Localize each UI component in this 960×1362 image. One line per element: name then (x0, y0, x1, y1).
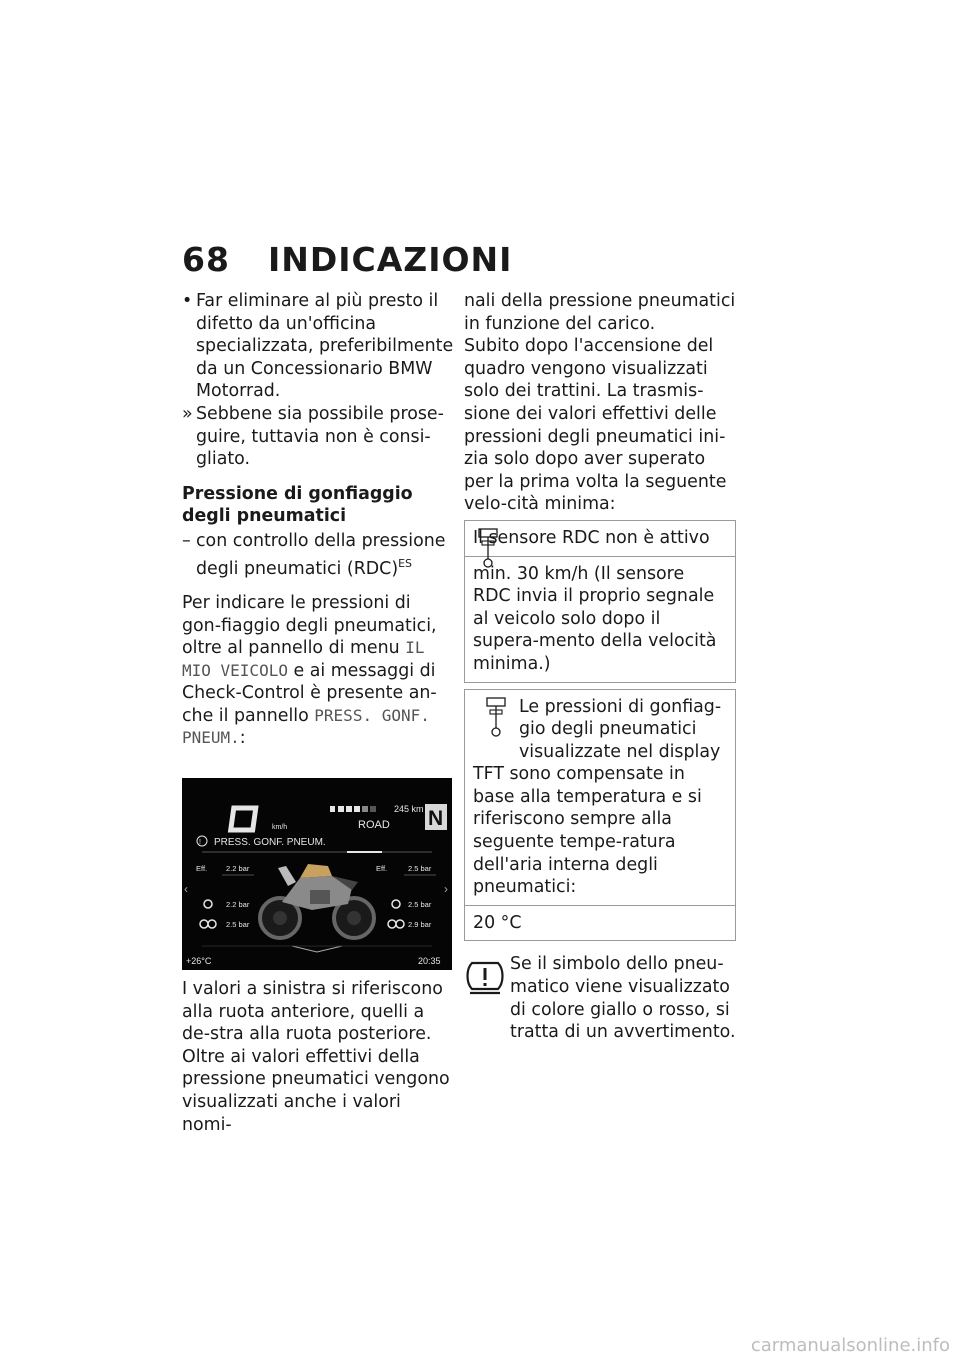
eff-left-label: Eff. (196, 864, 208, 874)
right-column (464, 290, 736, 1044)
clock-readout: 20:35 (418, 956, 441, 967)
eff-right-label: Eff. (376, 864, 388, 874)
continuation-paragraph: nali della pressione pneumatici in funzione del carico. (464, 291, 736, 334)
watermark: carmanualsonline.info (750, 1335, 950, 1356)
nominal-values-paragraph: Oltre ai valori effettivi della pressione pneumatici vengono visualizzati anche i valori nomi- (182, 1046, 450, 1135)
temperature-readout: +26°C (186, 956, 212, 967)
eff-left-value: 2.2 bar (226, 864, 250, 874)
rear-nominal-1: 2.5 bar (408, 900, 432, 910)
front-nominal-1: 2.2 bar (226, 900, 250, 910)
menu-name: IL MIO VEICOLO (182, 638, 425, 680)
intro-paragraph: Per indicare le pressioni di gon-fiaggio degli pneumatici, oltre al pannello di menu IL MIO VEICOLO e ai messaggi di Check-Control è presente an-che il pannello PRESS. GONF. PNEUM.: (182, 592, 437, 749)
dash-icon: – (182, 530, 191, 551)
min-speed-value: min. 30 km/h (Il sensore RDC invia il proprio segnale al veicolo solo dopo il supera-mento della velocità minima.) (473, 563, 717, 674)
front-nominal-2: 2.5 bar (226, 920, 250, 930)
tire-pressure-warning-icon (464, 955, 506, 997)
technical-note-icon (483, 696, 509, 740)
reference-temp-note: Le pressioni di gonfiag-gio degli pneumatici visualizzate nel display TFT sono compensate in base alla temperatura e si riferiscono sempre alla seguente tempe-ratura dell'aria interna degli pneumatici: (465, 690, 735, 906)
page-title: INDICAZIONI (267, 240, 513, 279)
reference-temp-box (464, 689, 736, 942)
equipment-code: ES (398, 556, 413, 570)
section-heading: Pressione di gonfiaggio degli pneumatici (182, 483, 413, 527)
min-speed-box (464, 520, 736, 683)
svg-text:›: › (444, 882, 448, 897)
bullet-item: • Far eliminare al più presto il difetto da un'officina specializzata, preferibilmente da un Concessionario BMW Motorrad. (182, 291, 454, 402)
reference-temp-value: 20 °C (473, 912, 522, 933)
page-number: 68 (182, 240, 230, 279)
technical-note-icon (475, 527, 501, 571)
result-arrow-icon: » (182, 403, 193, 424)
bullet-icon: • (182, 291, 193, 311)
speed-unit: km/h (272, 824, 288, 832)
range-readout: 245 km (394, 804, 424, 815)
result-item: » Sebbene sia possibile prose-guire, tuttavia non è consi-gliato. (182, 403, 444, 470)
panel-title: PRESS. GONF. PNEUM. (214, 837, 326, 849)
tft-display-image (182, 778, 452, 970)
wheel-sides-paragraph: I valori a sinistra si riferiscono alla ruota anteriore, quelli a de-stra alla ruota posteriore. (182, 979, 443, 1045)
startup-paragraph: Subito dopo l'accensione del quadro vengono visualizzati solo dei trattini. La trasmis-sione dei valori effettivi delle pressioni degli pneumatici ini-zia solo dopo aver superato per la prima volta la seguente velo-cità minima: (464, 336, 727, 515)
panel-name: PRESS. GONF. PNEUM. (182, 705, 430, 748)
rear-nominal-2: 2.9 bar (408, 920, 432, 930)
page-header (182, 240, 512, 279)
gear-indicator: N (428, 807, 444, 831)
equipment-item: – con controllo della pressione degli pneumatici (RDC)$^{ES}$ (182, 530, 446, 579)
riding-mode: ROAD (358, 819, 390, 832)
eff-right-value: 2.5 bar (408, 864, 432, 874)
warning-note: Se il simbolo dello pneu-matico viene visualizzato di colore giallo o rosso, si tratta di un avvertimento. (464, 953, 736, 1043)
svg-text:‹: ‹ (184, 882, 188, 897)
speed-value: 0 (238, 808, 239, 810)
left-column (182, 290, 454, 1148)
min-speed-note: Il sensore RDC non è attivo (465, 521, 735, 557)
svg-text:!: ! (199, 839, 201, 847)
